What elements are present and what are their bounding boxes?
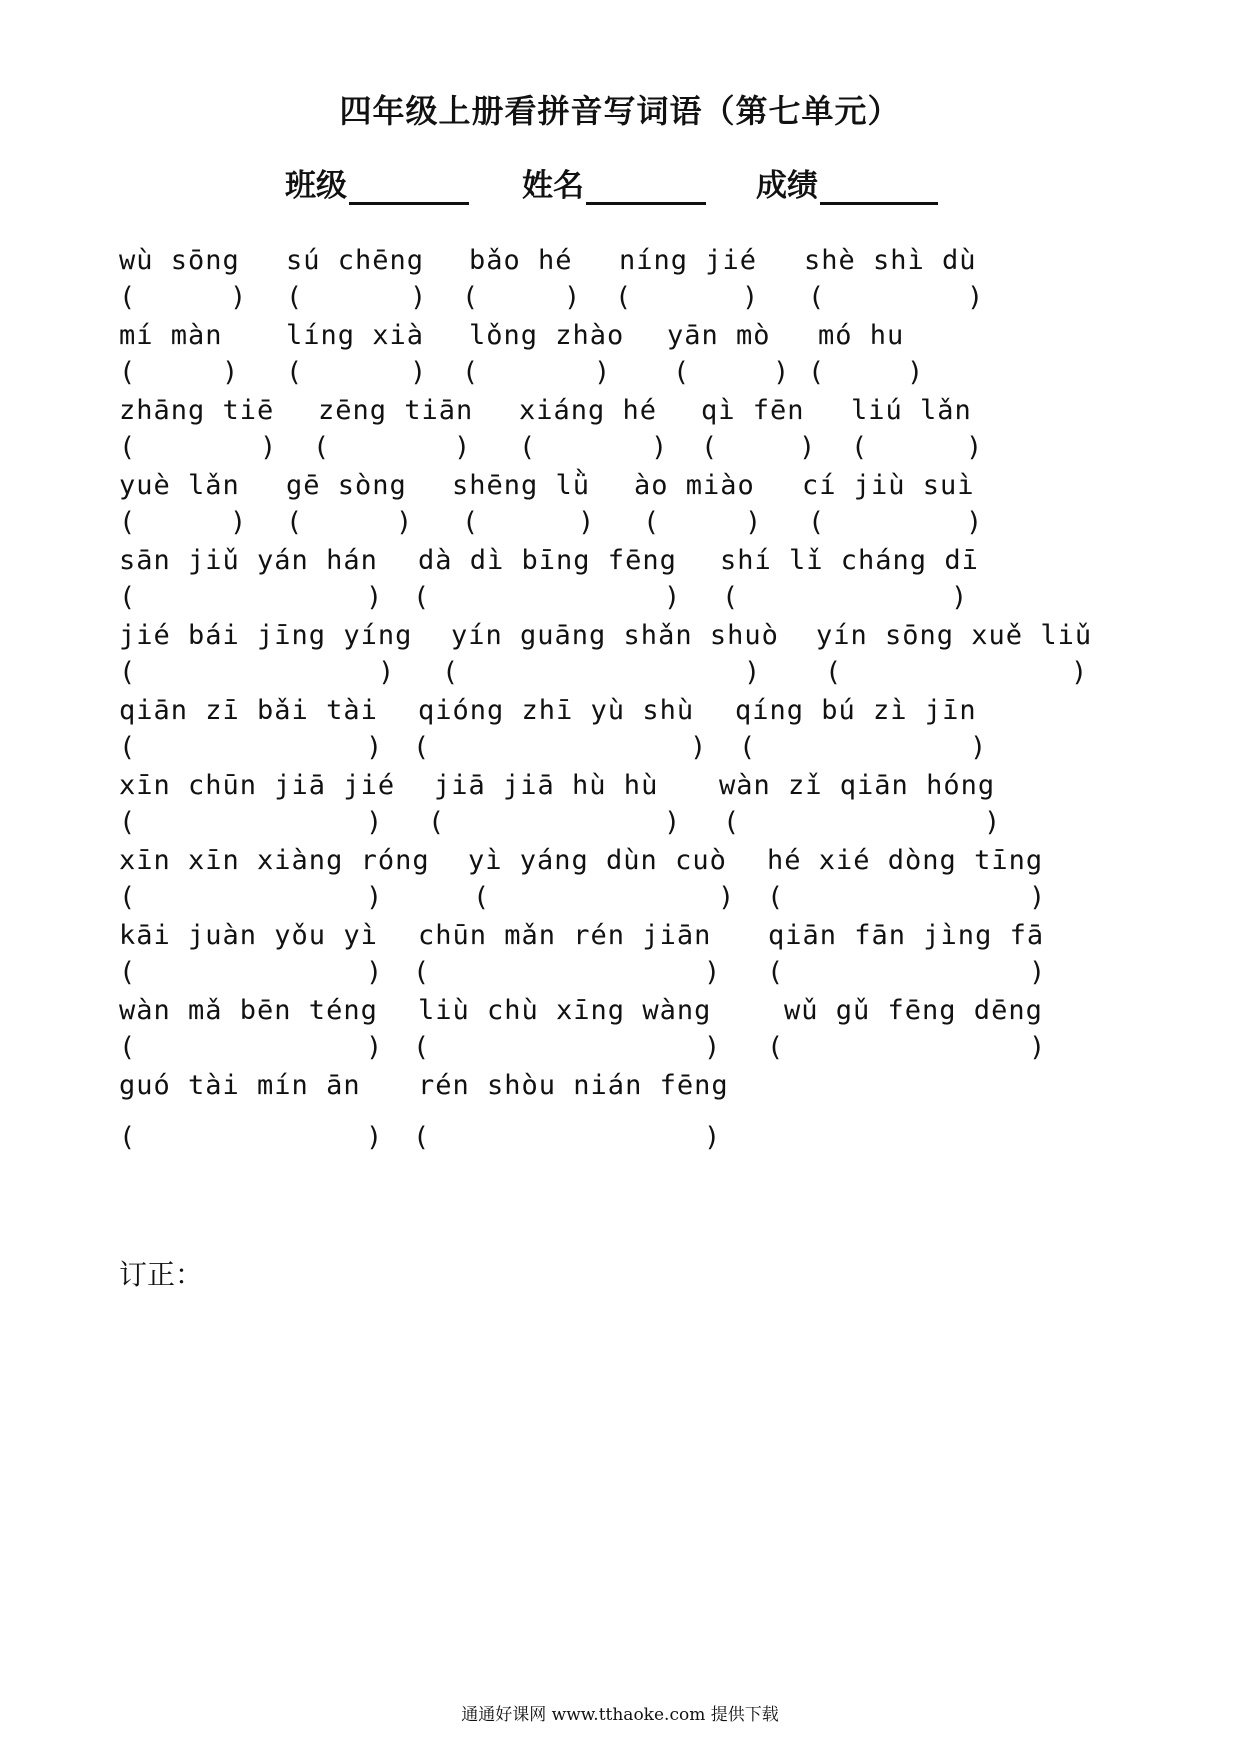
pinyin-word: wàn mǎ bēn téng	[119, 995, 378, 1026]
answer-blank[interactable]	[135, 882, 366, 914]
answer-bracket-close: )	[366, 807, 383, 838]
answer-bracket-close: )	[396, 507, 413, 538]
pinyin-word: dà dì bīng fēng	[418, 545, 677, 576]
answer-blank[interactable]	[739, 807, 984, 839]
answer-bracket-close: )	[222, 357, 239, 388]
answer-bracket-open: (	[119, 282, 136, 313]
pinyin-word: líng xià	[286, 320, 425, 351]
answer-blank[interactable]	[659, 507, 745, 539]
pinyin-word: kāi juàn yǒu yì	[119, 920, 378, 951]
answer-bracket-open: (	[413, 1032, 430, 1063]
answer-bracket-open: (	[119, 582, 136, 613]
answer-bracket-close: )	[1029, 957, 1046, 988]
pinyin-word: yān mò	[667, 320, 771, 351]
answer-blank[interactable]	[135, 807, 366, 839]
answer-bracket-close: )	[366, 1122, 383, 1153]
class-label: 班级	[285, 168, 347, 204]
pinyin-word: sān jiǔ yán hán	[119, 545, 378, 576]
answer-blank[interactable]	[429, 582, 664, 614]
answer-bracket-close: )	[410, 357, 427, 388]
pinyin-word: xīn chūn jiā jié	[119, 770, 396, 801]
pinyin-word: yì yáng dùn cuò	[468, 845, 727, 876]
answer-bracket-open: (	[615, 282, 632, 313]
answer-bracket-close: )	[1029, 1032, 1046, 1063]
answer-bracket-close: )	[366, 882, 383, 913]
answer-bracket-open: (	[119, 957, 136, 988]
answer-bracket-open: (	[286, 357, 303, 388]
answer-blank[interactable]	[717, 432, 799, 464]
answer-blank[interactable]	[429, 732, 690, 764]
answer-bracket-close: )	[594, 357, 611, 388]
answer-bracket-open: (	[462, 282, 479, 313]
answer-bracket-close: )	[745, 507, 762, 538]
answer-bracket-open: (	[808, 357, 825, 388]
answer-bracket-open: (	[767, 882, 784, 913]
answer-bracket-close: )	[454, 432, 471, 463]
answer-bracket-open: (	[701, 432, 718, 463]
answer-bracket-open: (	[119, 807, 136, 838]
pinyin-word: xīn xīn xiàng róng	[119, 845, 430, 876]
answer-bracket-open: (	[413, 1122, 430, 1153]
answer-bracket-open: (	[119, 882, 136, 913]
answer-bracket-open: (	[442, 657, 459, 688]
pinyin-word: jiā jiā hù hù	[434, 770, 659, 801]
answer-bracket-close: )	[230, 282, 247, 313]
answer-bracket-close: )	[704, 1122, 721, 1153]
answer-blank[interactable]	[135, 732, 366, 764]
answer-bracket-close: )	[366, 957, 383, 988]
answer-blank[interactable]	[429, 957, 704, 989]
pinyin-word: wù sōng	[119, 245, 240, 276]
pinyin-word: liù chù xīng wàng	[418, 995, 712, 1026]
pinyin-word: qiān zī bǎi tài	[119, 695, 378, 726]
answer-bracket-close: )	[366, 732, 383, 763]
pinyin-word: yín sōng xuě liǔ	[816, 620, 1093, 651]
answer-blank[interactable]	[429, 1032, 704, 1064]
answer-bracket-close: )	[966, 507, 983, 538]
answer-blank[interactable]	[478, 507, 578, 539]
pinyin-word: qì fēn	[701, 395, 805, 426]
answer-bracket-open: (	[119, 507, 136, 538]
pinyin-word: rén shòu nián fēng	[418, 1070, 729, 1101]
answer-bracket-close: )	[744, 657, 761, 688]
answer-bracket-open: (	[119, 657, 136, 688]
answer-bracket-close: )	[966, 432, 983, 463]
answer-blank[interactable]	[631, 282, 742, 314]
answer-bracket-open: (	[722, 582, 739, 613]
answer-blank[interactable]	[824, 507, 966, 539]
answer-bracket-close: )	[578, 507, 595, 538]
pinyin-word: yín guāng shǎn shuò	[451, 620, 779, 651]
answer-bracket-open: (	[119, 1122, 136, 1153]
pinyin-word: yuè lǎn	[119, 470, 240, 501]
answer-bracket-open: (	[767, 1032, 784, 1063]
answer-blank[interactable]	[429, 1122, 704, 1154]
answer-blank[interactable]	[302, 357, 410, 389]
answer-bracket-close: )	[704, 1032, 721, 1063]
answer-bracket-close: )	[1071, 657, 1088, 688]
answer-bracket-close: )	[230, 507, 247, 538]
answer-bracket-open: (	[286, 507, 303, 538]
answer-bracket-open: (	[473, 882, 490, 913]
answer-bracket-close: )	[651, 432, 668, 463]
answer-blank[interactable]	[841, 657, 1071, 689]
answer-blank[interactable]	[738, 582, 951, 614]
answer-blank[interactable]	[783, 1032, 1029, 1064]
answer-bracket-close: )	[718, 882, 735, 913]
answer-bracket-open: (	[825, 657, 842, 688]
pinyin-word: xiáng hé	[519, 395, 658, 426]
answer-blank[interactable]	[535, 432, 651, 464]
answer-bracket-open: (	[413, 732, 430, 763]
answer-bracket-close: )	[690, 732, 707, 763]
answer-blank[interactable]	[135, 432, 260, 464]
pinyin-word: liú lǎn	[851, 395, 972, 426]
answer-bracket-open: (	[413, 582, 430, 613]
answer-bracket-close: )	[260, 432, 277, 463]
pinyin-word: wǔ gǔ fēng dēng	[784, 995, 1043, 1026]
answer-bracket-open: (	[119, 732, 136, 763]
answer-bracket-open: (	[428, 807, 445, 838]
answer-blank[interactable]	[302, 282, 410, 314]
answer-bracket-close: )	[907, 357, 924, 388]
answer-bracket-open: (	[286, 282, 303, 313]
answer-bracket-close: )	[967, 282, 984, 313]
pinyin-word: zhāng tiē	[119, 395, 275, 426]
answer-bracket-open: (	[462, 357, 479, 388]
answer-bracket-close: )	[704, 957, 721, 988]
answer-bracket-open: (	[413, 957, 430, 988]
answer-bracket-open: (	[462, 507, 479, 538]
answer-bracket-open: (	[119, 1032, 136, 1063]
answer-blank[interactable]	[135, 282, 230, 314]
answer-bracket-open: (	[808, 507, 825, 538]
score-label: 成绩	[756, 168, 818, 204]
pinyin-word: jié bái jīng yíng	[119, 620, 413, 651]
pinyin-word: chūn mǎn rén jiān	[418, 920, 712, 951]
answer-blank[interactable]	[783, 882, 1029, 914]
answer-blank[interactable]	[135, 1122, 366, 1154]
name-label: 姓名	[522, 168, 584, 204]
answer-bracket-close: )	[951, 582, 968, 613]
answer-bracket-close: )	[773, 357, 790, 388]
answer-blank[interactable]	[135, 1032, 366, 1064]
answer-bracket-close: )	[1029, 882, 1046, 913]
pinyin-word: wàn zǐ qiān hóng	[719, 770, 996, 801]
answer-bracket-open: (	[643, 507, 660, 538]
answer-bracket-close: )	[378, 657, 395, 688]
answer-bracket-open: (	[673, 357, 690, 388]
answer-bracket-close: )	[664, 582, 681, 613]
answer-bracket-open: (	[519, 432, 536, 463]
pinyin-word: mí màn	[119, 320, 223, 351]
answer-bracket-close: )	[366, 582, 383, 613]
answer-bracket-open: (	[119, 357, 136, 388]
answer-bracket-close: )	[366, 1032, 383, 1063]
answer-bracket-open: (	[808, 282, 825, 313]
answer-blank[interactable]	[329, 432, 454, 464]
answer-bracket-open: (	[119, 432, 136, 463]
answer-blank[interactable]	[478, 357, 594, 389]
answer-blank[interactable]	[135, 507, 230, 539]
answer-blank[interactable]	[783, 957, 1029, 989]
answer-blank[interactable]	[302, 507, 396, 539]
pinyin-word: gē sòng	[286, 470, 407, 501]
pinyin-word: cí jiù suì	[802, 470, 975, 501]
pinyin-word: hé xié dòng tīng	[767, 845, 1044, 876]
pinyin-word: ào miào	[634, 470, 755, 501]
answer-blank[interactable]	[135, 357, 222, 389]
answer-blank[interactable]	[755, 732, 970, 764]
answer-bracket-open: (	[313, 432, 330, 463]
answer-bracket-close: )	[799, 432, 816, 463]
answer-bracket-open: (	[739, 732, 756, 763]
pinyin-word: sú chēng	[286, 245, 425, 276]
correction-label: 订正：	[119, 1258, 204, 1291]
answer-bracket-close: )	[410, 282, 427, 313]
answer-bracket-close: )	[742, 282, 759, 313]
answer-blank[interactable]	[135, 582, 366, 614]
answer-bracket-close: )	[564, 282, 581, 313]
pinyin-word: qióng zhī yù shù	[418, 695, 695, 726]
pinyin-word: qiān fān jìng fā	[768, 920, 1045, 951]
answer-blank[interactable]	[824, 282, 967, 314]
pinyin-word: lǒng zhào	[469, 320, 625, 351]
answer-bracket-open: (	[723, 807, 740, 838]
answer-blank[interactable]	[689, 357, 773, 389]
answer-bracket-close: )	[984, 807, 1001, 838]
answer-blank[interactable]	[489, 882, 718, 914]
page-title: 四年级上册看拼音写词语（第七单元）	[339, 92, 901, 130]
pinyin-word: shí lǐ cháng dī	[720, 545, 979, 576]
answer-blank[interactable]	[135, 657, 378, 689]
footer-credit: 通通好课网 www.tthaoke.com 提供下载	[461, 1705, 779, 1725]
pinyin-word: qíng bú zì jīn	[735, 695, 977, 726]
answer-blank[interactable]	[444, 807, 664, 839]
pinyin-word: mó hu	[818, 320, 905, 351]
answer-blank[interactable]	[867, 432, 966, 464]
pinyin-word: shè shì dù	[804, 245, 977, 276]
answer-bracket-close: )	[970, 732, 987, 763]
answer-blank[interactable]	[478, 282, 564, 314]
pinyin-word: shēng lǜ	[452, 470, 591, 501]
answer-blank[interactable]	[824, 357, 907, 389]
answer-blank[interactable]	[458, 657, 744, 689]
pinyin-word: níng jié	[619, 245, 758, 276]
answer-bracket-close: )	[664, 807, 681, 838]
answer-bracket-open: (	[851, 432, 868, 463]
pinyin-word: zēng tiān	[318, 395, 474, 426]
answer-blank[interactable]	[135, 957, 366, 989]
answer-bracket-open: (	[767, 957, 784, 988]
pinyin-word: guó tài mín ān	[119, 1070, 361, 1101]
pinyin-word: bǎo hé	[469, 245, 573, 276]
